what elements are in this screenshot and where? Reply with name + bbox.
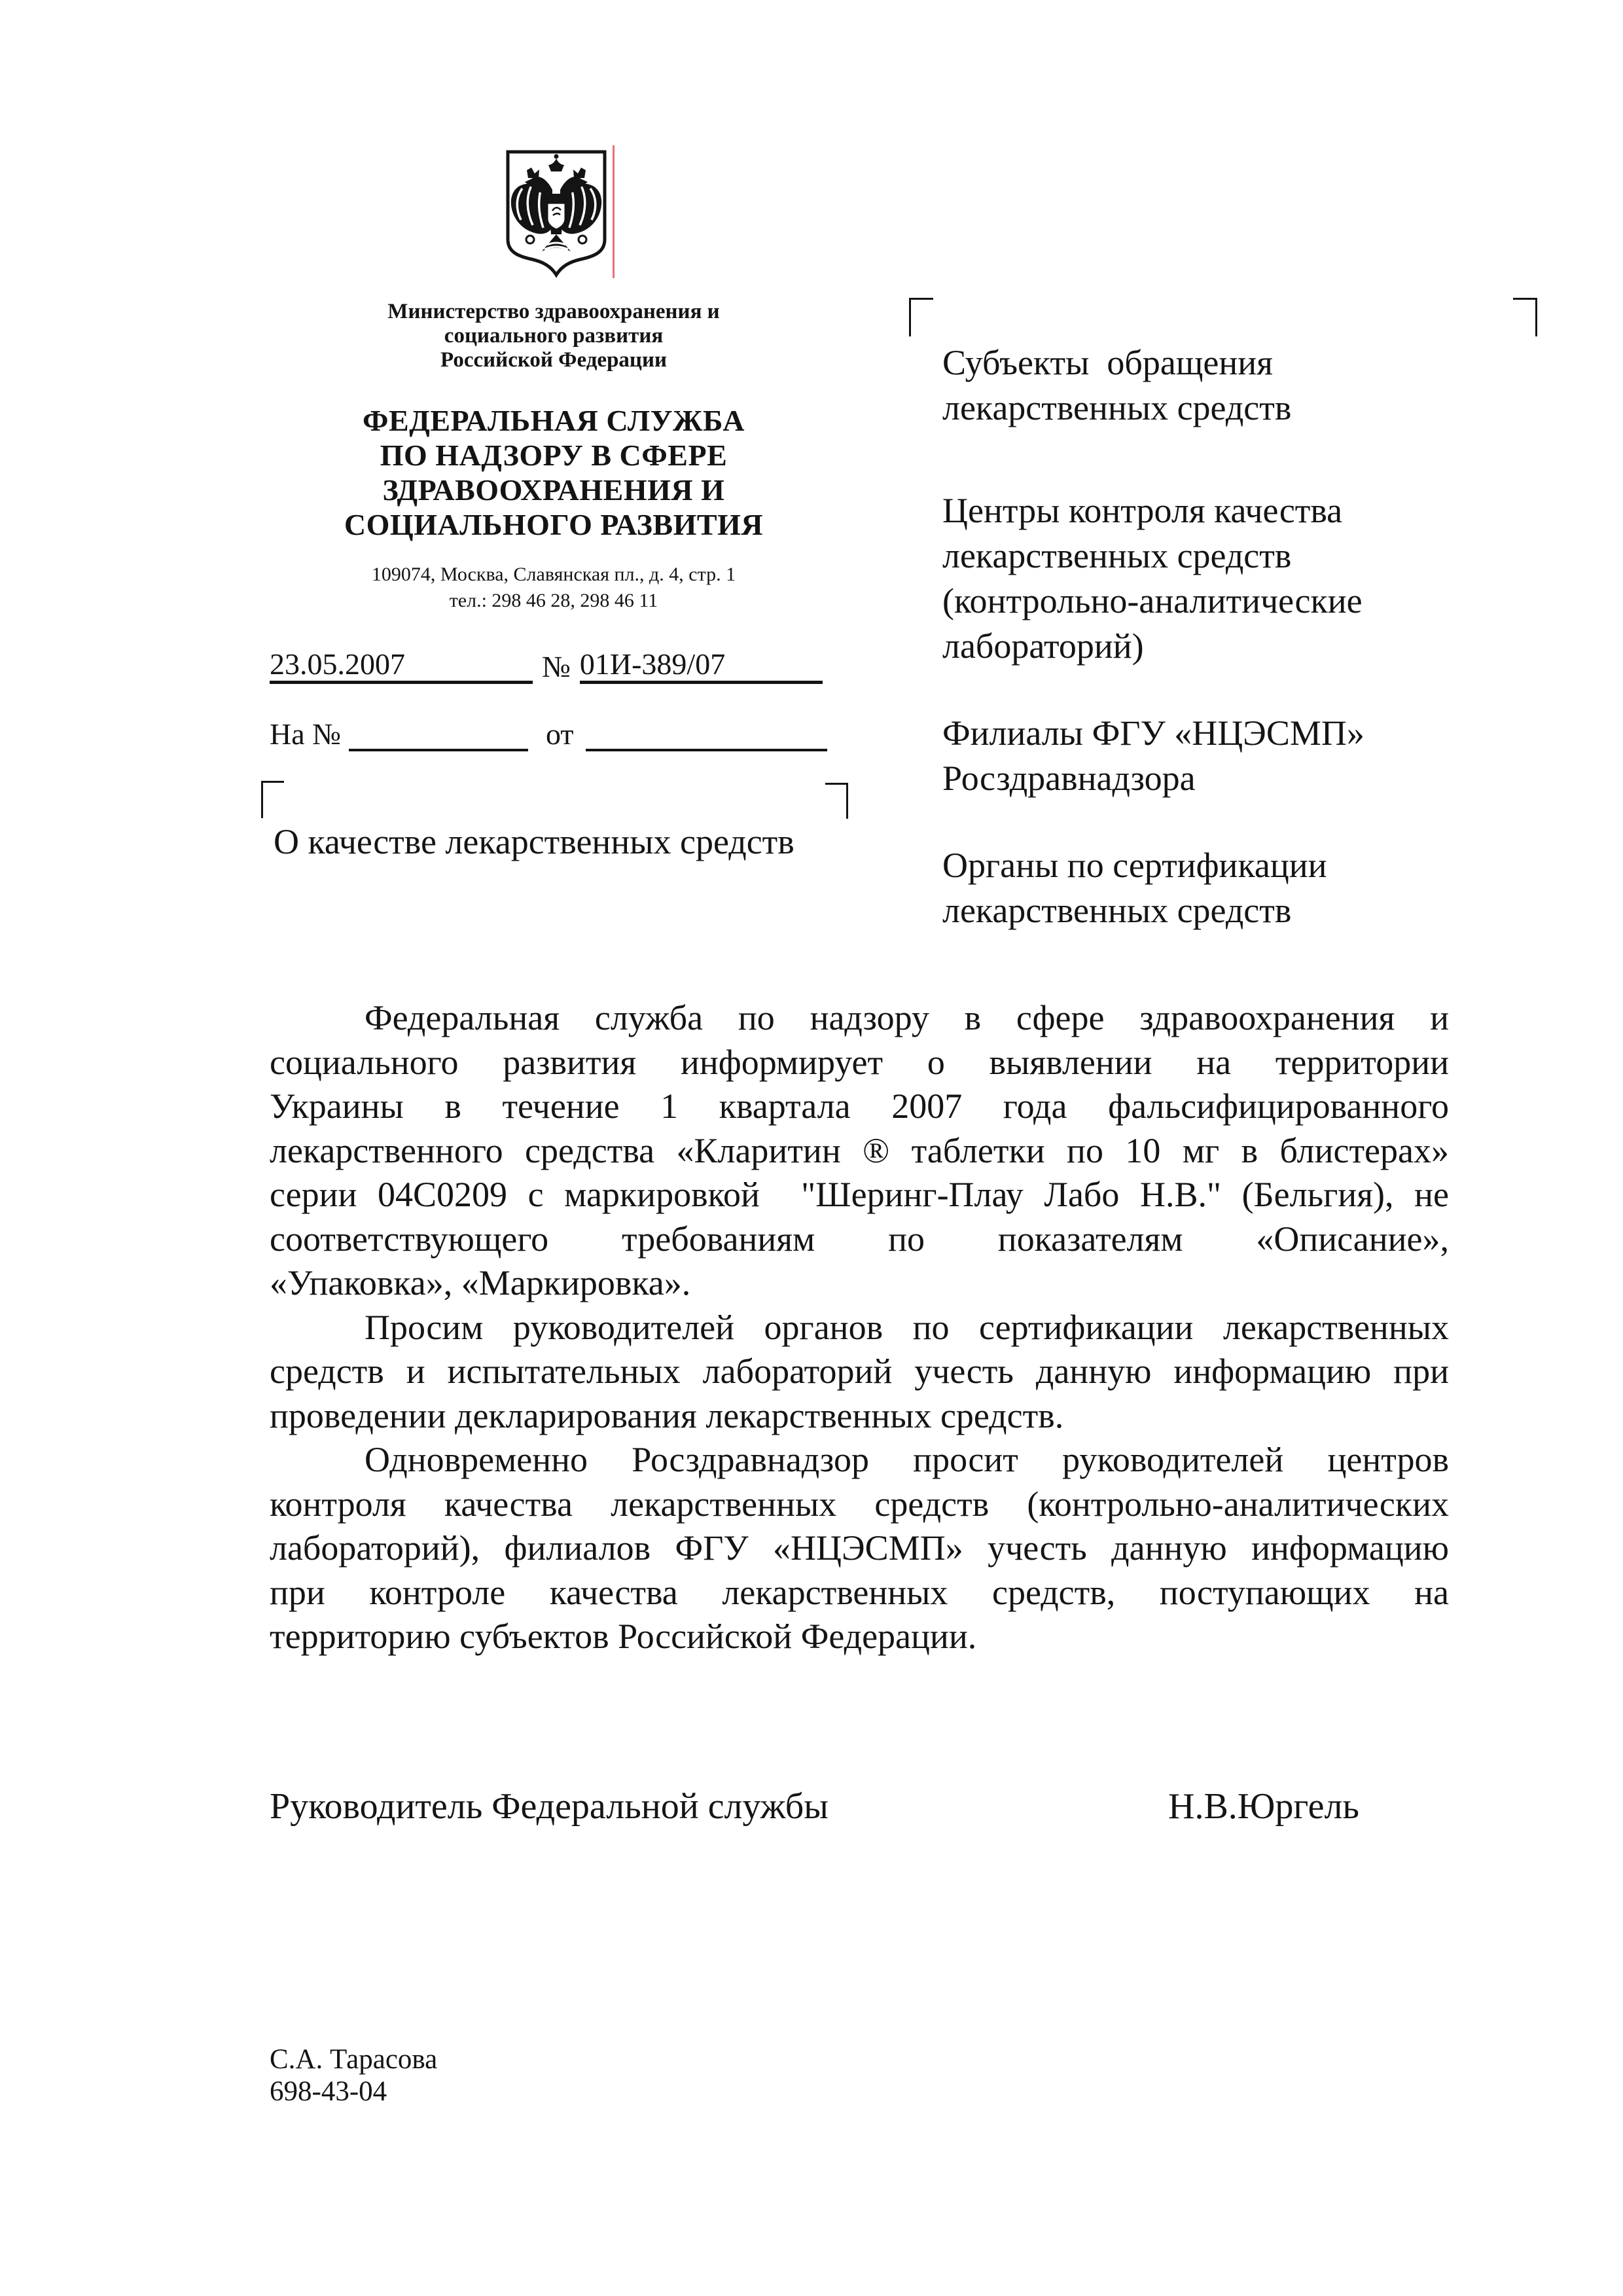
address-block <box>270 562 838 614</box>
reply-from-label: от <box>546 717 574 751</box>
body-line: проведении декларирования лекарственных средств. <box>270 1395 1064 1435</box>
body-line: контроля качества лекарственных средств (контрольно-аналитических <box>270 1484 1449 1524</box>
recipient-line: Субъекты обращения <box>942 343 1274 382</box>
recipient-group <box>942 843 1571 933</box>
body-line: Одновременно Росздравнадзор просит руководителей центров <box>365 1440 1449 1479</box>
address-line: 109074, Москва, Славянская пл., д. 4, стр. 1 <box>371 564 736 585</box>
reply-label: На № <box>270 717 342 751</box>
recipient-line: лабораторий) <box>942 626 1144 666</box>
executor-block <box>270 2043 437 2108</box>
recipient-corner-left-icon <box>909 298 933 336</box>
recipient-line: Филиалы ФГУ «НЦЭСМП» <box>942 713 1364 753</box>
subject-corner-left-icon <box>261 781 284 818</box>
signer-name: Н.В.Юргель <box>1168 1786 1359 1827</box>
service-header <box>270 403 838 542</box>
body-line: Федеральная служба по надзору в сфере здравоохранения и <box>365 998 1449 1037</box>
service-line: ФЕДЕРАЛЬНАЯ СЛУЖБА <box>363 404 745 437</box>
executor-phone: 698-43-04 <box>270 2076 387 2107</box>
service-line: СОЦИАЛЬНОГО РАЗВИТИЯ <box>344 508 764 541</box>
service-line: ПО НАДЗОРУ В СФЕРЕ <box>380 439 728 472</box>
date-value: 23.05.2007 <box>270 647 405 681</box>
body-line: лекарственного средства «Кларитин ® таблетки по 10 мг в блистерах» <box>270 1130 1449 1170</box>
phone-line: тел.: 298 46 28, 298 46 11 <box>449 590 658 611</box>
double-headed-eagle-icon <box>501 148 611 279</box>
body-line: соответствующего требованиям по показателям «Описание», <box>270 1219 1449 1259</box>
reply-date-blank <box>586 713 827 751</box>
body-line: средств и испытательных лабораторий учесть данную информацию при <box>270 1352 1449 1391</box>
body-line: Украины в течение 1 квартала 2007 года фальсифицированного <box>270 1086 1449 1126</box>
body-text <box>270 996 1449 1659</box>
reply-number-blank <box>349 713 528 751</box>
recipient-group <box>942 711 1571 801</box>
recipient-line: лекарственных средств <box>942 891 1292 930</box>
recipient-line: Росздравнадзора <box>942 759 1196 798</box>
body-line: социального развития информирует о выявлении на территории <box>270 1042 1449 1082</box>
recipient-line: Центры контроля качества <box>942 491 1343 530</box>
ministry-line: Министерство здравоохранения и <box>387 300 720 323</box>
body-line: лабораторий), филиалов ФГУ «НЦЭСМП» учесть данную информацию <box>270 1528 1449 1568</box>
recipient-group <box>942 340 1571 431</box>
recipient-corner-right-icon <box>1513 298 1537 336</box>
signer-title: Руководитель Федеральной службы <box>270 1786 829 1827</box>
ministry-header <box>270 300 838 372</box>
body-line: «Упаковка», «Маркировка». <box>270 1263 691 1302</box>
service-line: ЗДРАВООХРАНЕНИЯ И <box>382 473 725 507</box>
recipient-line: лекарственных средств <box>942 388 1292 427</box>
recipient-line: (контрольно-аналитические <box>942 581 1363 620</box>
number-sign: № <box>542 650 571 683</box>
ministry-line: социального развития <box>444 324 664 348</box>
subject-line: О качестве лекарственных средств <box>274 822 794 861</box>
date-number-row <box>270 647 823 684</box>
reply-row <box>270 713 827 751</box>
recipient-line: лекарственных средств <box>942 536 1292 575</box>
date-field <box>270 647 533 684</box>
coat-of-arms-emblem <box>501 148 611 279</box>
ministry-line: Российской Федерации <box>440 348 667 372</box>
red-accent-line <box>613 145 615 278</box>
number-field <box>580 647 823 684</box>
executor-name: С.А. Тарасова <box>270 2044 438 2075</box>
body-line: Просим руководителей органов по сертификации лекарственных <box>365 1307 1449 1347</box>
body-line: при контроле качества лекарственных средств, поступающих на <box>270 1572 1449 1612</box>
recipient-line: Органы по сертификации <box>942 846 1327 885</box>
number-value: 01И-389/07 <box>579 647 726 681</box>
subject-corner-right-icon <box>825 783 848 819</box>
recipient-group <box>942 488 1571 669</box>
body-line: территорию субъектов Российской Федерации. <box>270 1617 977 1656</box>
recipients-block <box>942 340 1571 975</box>
body-line: серии 04С0209 с маркировкой "Шеринг-Плау Лабо Н.В." (Бельгия), не <box>270 1175 1449 1214</box>
